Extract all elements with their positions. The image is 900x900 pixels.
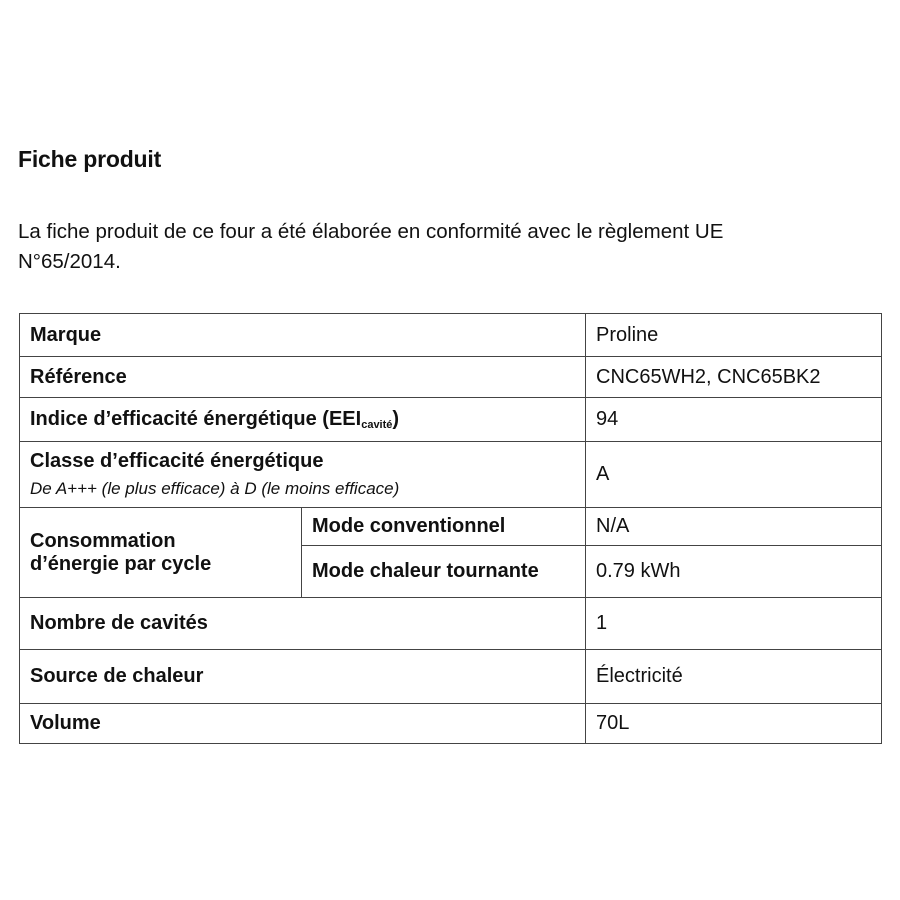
- intro-paragraph: [18, 217, 878, 277]
- value-source: Électricité: [586, 650, 882, 704]
- value-eei: 94: [586, 398, 882, 442]
- intro-line-2: N°65/2014.: [18, 250, 121, 273]
- value-classe: A: [586, 442, 882, 508]
- value-cavites: 1: [586, 598, 882, 650]
- table-row-cavites: [20, 598, 882, 650]
- label-reference: Référence: [20, 357, 586, 398]
- label-mode-chaleur-tournante: Mode chaleur tournante: [302, 546, 586, 598]
- label-eei-subscript: cavité: [361, 419, 393, 431]
- label-consommation-line-1: Consommation: [30, 529, 176, 552]
- page-title: Fiche produit: [18, 146, 162, 172]
- label-consommation-line-2: d’énergie par cycle: [30, 552, 212, 575]
- value-volume: 70L: [586, 704, 882, 744]
- label-eei-text: Indice d’efficacité énergétique (EEI: [30, 408, 362, 430]
- table-row-eei: [20, 398, 882, 442]
- table-row-classe: [20, 442, 882, 508]
- product-spec-table: [19, 313, 882, 744]
- intro-line-1: La fiche produit de ce four a été élaborée en conformité avec le règlement UE: [18, 220, 724, 243]
- table-row-marque: [20, 314, 882, 357]
- label-eei: [20, 398, 586, 442]
- table-row-source: [20, 650, 882, 704]
- value-marque: Proline: [586, 314, 882, 357]
- label-cavites: Nombre de cavités: [20, 598, 586, 650]
- label-source: Source de chaleur: [20, 650, 586, 704]
- table-row-reference: [20, 357, 882, 398]
- table-row-consommation-conventionnel: [20, 508, 882, 546]
- table-row-volume: [20, 704, 882, 744]
- label-eei-end: ): [392, 408, 400, 430]
- value-mode-conventionnel: N/A: [586, 508, 882, 546]
- label-mode-conventionnel: Mode conventionnel: [302, 508, 586, 546]
- label-classe-text: Classe d’efficacité énergétique: [30, 450, 324, 472]
- value-reference: CNC65WH2, CNC65BK2: [586, 357, 882, 398]
- value-mode-chaleur-tournante: 0.79 kWh: [586, 546, 882, 598]
- label-consommation: [20, 508, 302, 598]
- label-classe: [20, 442, 586, 508]
- label-classe-note: De A+++ (le plus efficace) à D (le moins efficace): [30, 479, 400, 498]
- label-volume: Volume: [20, 704, 586, 744]
- label-marque: Marque: [20, 314, 586, 357]
